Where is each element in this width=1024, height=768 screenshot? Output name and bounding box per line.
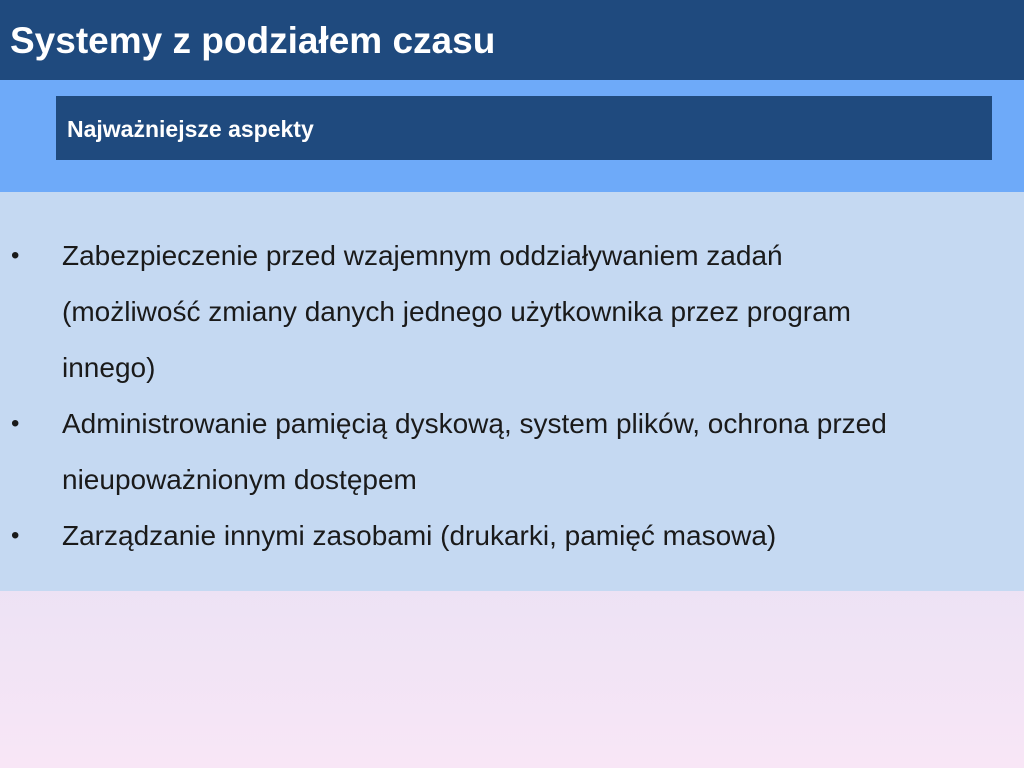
bullet-item-resource-management [0, 508, 1002, 564]
bullet-line: innego) [62, 352, 156, 383]
bullet-item-protection [0, 228, 1002, 396]
bullet-marker: • [11, 522, 20, 549]
bullet-line: nieupoważnionym dostępem [62, 464, 417, 495]
slide-subtitle: Najważniejsze aspekty [67, 116, 314, 142]
subtitle-box [56, 96, 992, 160]
bullet-line: (możliwość zmiany danych jednego użytkownika przez program [62, 296, 852, 327]
title-bar [0, 0, 1024, 80]
subtitle-band [0, 80, 1024, 192]
bullet-marker: • [11, 410, 20, 437]
bullet-line: Zarządzanie innymi zasobami (drukarki, pamięć masowa) [62, 520, 777, 551]
bullet-marker: • [11, 242, 20, 269]
bullet-line: Administrowanie pamięcią dyskową, system plików, ochrona przed [62, 408, 887, 439]
slide-title: Systemy z podziałem czasu [10, 20, 496, 61]
bullet-line: Zabezpieczenie przed wzajemnym oddziaływaniem zadań [62, 240, 783, 271]
content-panel [0, 192, 1024, 591]
bullet-list [0, 228, 1024, 564]
bullet-item-disk-administration [0, 396, 1002, 508]
